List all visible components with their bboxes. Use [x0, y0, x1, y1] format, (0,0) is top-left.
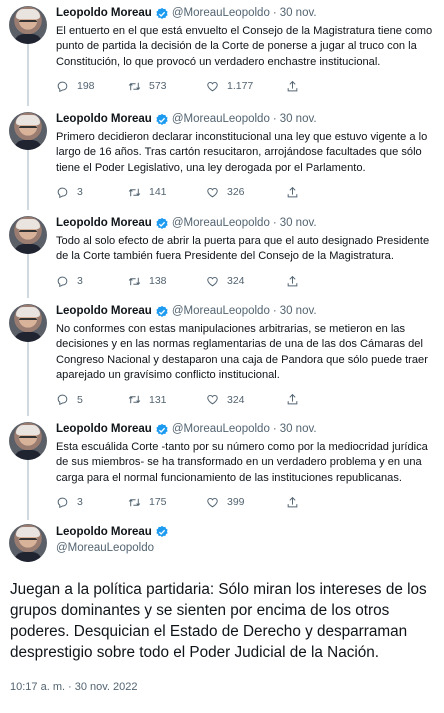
- share-icon: [286, 393, 299, 406]
- author-name[interactable]: Leopoldo Moreau: [56, 423, 152, 435]
- tweet-actions: [56, 275, 434, 288]
- separator-dot: ·: [68, 681, 72, 693]
- thread-connector: [27, 40, 29, 106]
- avatar[interactable]: [9, 6, 47, 44]
- author-handle[interactable]: @MoreauLeopoldo: [171, 305, 270, 317]
- tweet-time[interactable]: 30 nov.: [279, 7, 317, 19]
- verified-badge-icon: [155, 423, 169, 437]
- heart-icon: [206, 496, 219, 509]
- like-button[interactable]: [206, 275, 286, 288]
- author-handle[interactable]: @MoreauLeopoldo: [56, 542, 154, 554]
- author-handle[interactable]: @MoreauLeopoldo: [171, 423, 270, 435]
- thread-connector: [27, 146, 29, 210]
- share-button[interactable]: [286, 186, 356, 199]
- retweet-button[interactable]: [128, 496, 206, 509]
- author-name[interactable]: Leopoldo Moreau: [56, 217, 152, 229]
- retweet-button[interactable]: [128, 80, 206, 93]
- tweet-text: Esta escuálida Corte -tanto por su número como por la mediocridad jurídica de sus miembros- se ha transformado en un verdadero problema y en una carga para el normal funcionamiento de las instituciones republicanas.: [56, 441, 428, 484]
- like-button[interactable]: [206, 393, 286, 406]
- main-tweet-text: Juegan a la política partidaria: Sólo miran los intereses de los grupos dominantes y se sienten por encima de los otros poderes. Desquician el Estado de Derecho y desparraman desprestigio sobre todo el Poder Judicial de la Nación.: [10, 581, 427, 661]
- avatar[interactable]: [9, 422, 47, 460]
- share-icon: [286, 496, 299, 509]
- verified-badge-icon: [155, 113, 169, 127]
- tweet-date: 30 nov. 2022: [74, 681, 138, 693]
- tweet-actions: [56, 80, 434, 93]
- verified-badge-icon: [155, 217, 169, 231]
- reply-count: 198: [77, 80, 95, 93]
- like-button[interactable]: [206, 186, 286, 199]
- retweet-icon: [128, 80, 141, 93]
- tweet-time[interactable]: 30 nov.: [279, 113, 317, 125]
- separator-dot: ·: [272, 423, 277, 435]
- share-button[interactable]: [286, 393, 356, 406]
- reply-icon: [56, 186, 69, 199]
- main-tweet-author: [56, 524, 172, 556]
- reply-button[interactable]: [56, 275, 128, 288]
- share-button[interactable]: [286, 80, 356, 93]
- retweet-count: 138: [149, 275, 167, 288]
- reply-icon: [56, 496, 69, 509]
- tweet[interactable]: [0, 210, 444, 298]
- tweet[interactable]: [0, 416, 444, 520]
- author-handle[interactable]: @MoreauLeopoldo: [171, 113, 270, 125]
- retweet-icon: [128, 186, 141, 199]
- share-icon: [286, 186, 299, 199]
- reply-count: 3: [77, 186, 83, 199]
- author-name[interactable]: Leopoldo Moreau: [56, 7, 152, 19]
- share-button[interactable]: [286, 275, 356, 288]
- verified-badge-icon: [155, 7, 169, 21]
- separator-dot: ·: [272, 113, 277, 125]
- author-handle[interactable]: @MoreauLeopoldo: [171, 7, 270, 19]
- main-tweet-timestamp[interactable]: [10, 681, 138, 693]
- author-name[interactable]: Leopoldo Moreau: [56, 113, 152, 125]
- thread-connector: [27, 250, 29, 298]
- like-count: 399: [227, 496, 245, 509]
- like-count: 324: [227, 393, 245, 406]
- tweet[interactable]: [0, 298, 444, 416]
- tweet-time[interactable]: 30 nov.: [279, 423, 317, 435]
- reply-count: 5: [77, 393, 83, 406]
- separator-dot: ·: [272, 217, 277, 229]
- tweet-time[interactable]: 30 nov.: [279, 217, 317, 229]
- reply-icon: [56, 393, 69, 406]
- reply-count: 3: [77, 496, 83, 509]
- retweet-icon: [128, 393, 141, 406]
- tweet-text: Primero decidieron declarar inconstitucional una ley que estuvo vigente a lo largo de 16 años. Tras cartón resucitaron, arrojándose facultades que sólo tiene el Poder Legislativo, una ley derogada por el Parlamento.: [56, 131, 428, 174]
- avatar[interactable]: [9, 112, 47, 150]
- retweet-count: 573: [149, 80, 167, 93]
- author-handle[interactable]: @MoreauLeopoldo: [171, 217, 270, 229]
- retweet-button[interactable]: [128, 393, 206, 406]
- retweet-count: 175: [149, 496, 167, 509]
- like-count: 326: [227, 186, 245, 199]
- reply-button[interactable]: [56, 496, 128, 509]
- avatar[interactable]: [9, 304, 47, 342]
- reply-button[interactable]: [56, 393, 128, 406]
- avatar[interactable]: [9, 524, 47, 562]
- retweet-count: 141: [149, 186, 167, 199]
- reply-button[interactable]: [56, 80, 128, 93]
- tweet-actions: [56, 393, 434, 406]
- author-name[interactable]: Leopoldo Moreau: [56, 305, 152, 317]
- reply-icon: [56, 80, 69, 93]
- heart-icon: [206, 186, 219, 199]
- like-count: 324: [227, 275, 245, 288]
- heart-icon: [206, 275, 219, 288]
- tweet-text: Todo al solo efecto de abrir la puerta para que el auto designado Presidente de la Corte también fuera Presidente del Consejo de la Magistratura.: [56, 235, 430, 263]
- tweet-text: El entuerto en el que está envuelto el Consejo de la Magistratura tiene como punto de partida la decisión de la Corte de ponerse a jugar al truco con la Constitución, lo que provocó un verdadero enchastre institucional.: [56, 25, 433, 68]
- retweet-count: 131: [149, 393, 167, 406]
- retweet-button[interactable]: [128, 186, 206, 199]
- tweet-text: No conformes con estas manipulaciones arbitrarias, se metieron en las decisiones y en las normas reglamentarias de una de las dos Cámaras del Congreso Nacional y destaparon una caja de Pandora que sólo puede traer aparejado un gravísimo conflicto institucional.: [56, 323, 428, 381]
- tweet[interactable]: [0, 0, 444, 106]
- separator-dot: ·: [272, 305, 277, 317]
- share-icon: [286, 80, 299, 93]
- like-count: 1.177: [227, 80, 254, 93]
- heart-icon: [206, 80, 219, 93]
- reply-button[interactable]: [56, 186, 128, 199]
- share-icon: [286, 275, 299, 288]
- tweet-time[interactable]: 30 nov.: [279, 305, 317, 317]
- reply-count: 3: [77, 275, 83, 288]
- like-button[interactable]: [206, 80, 286, 93]
- tweet[interactable]: [0, 106, 444, 210]
- tweet-time: 10:17 a. m.: [10, 681, 66, 693]
- like-button[interactable]: [206, 496, 286, 509]
- avatar[interactable]: [9, 216, 47, 254]
- retweet-button[interactable]: [128, 275, 206, 288]
- retweet-icon: [128, 496, 141, 509]
- heart-icon: [206, 393, 219, 406]
- tweet-actions: [56, 186, 434, 199]
- thread-connector: [27, 456, 29, 520]
- separator-dot: ·: [272, 7, 277, 19]
- reply-icon: [56, 275, 69, 288]
- share-button[interactable]: [286, 496, 356, 509]
- verified-badge-icon: [155, 525, 169, 539]
- retweet-icon: [128, 275, 141, 288]
- author-name[interactable]: Leopoldo Moreau: [56, 526, 152, 538]
- thread-connector: [27, 338, 29, 416]
- verified-badge-icon: [155, 305, 169, 319]
- tweet-actions: [56, 496, 434, 509]
